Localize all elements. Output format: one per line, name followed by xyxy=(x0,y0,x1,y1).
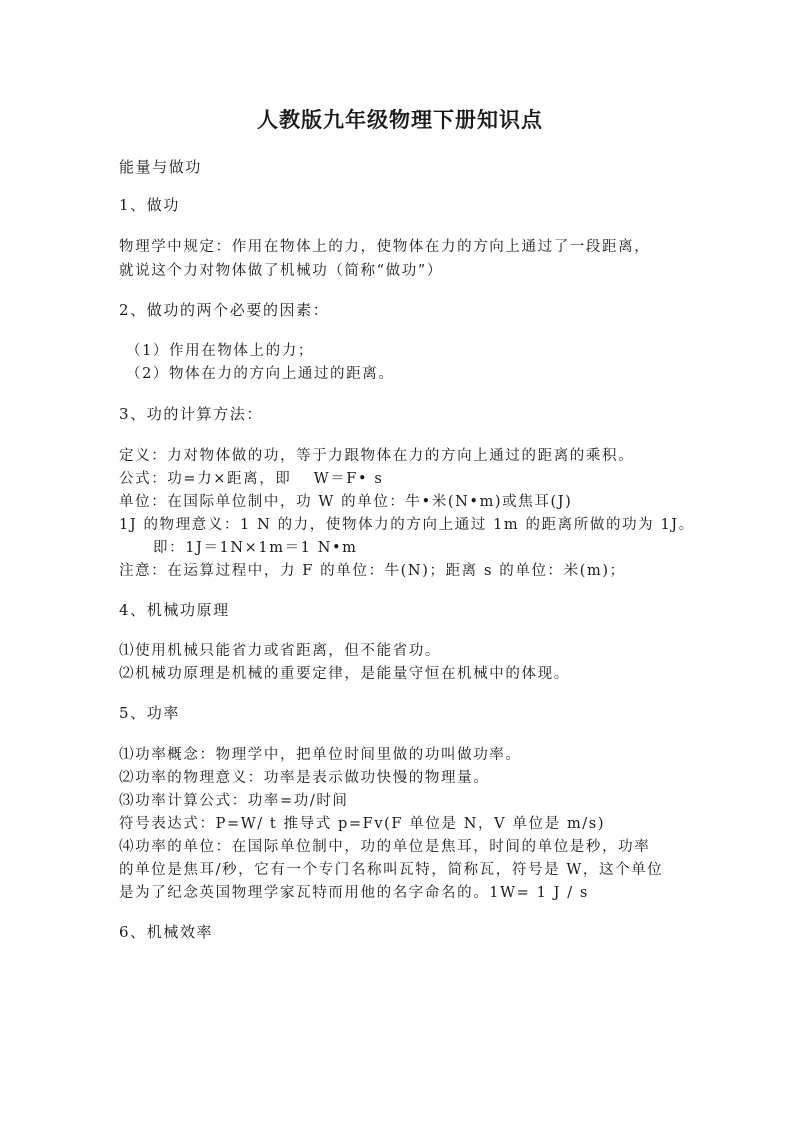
paragraph-line: 定义：力对物体做的功，等于力跟物体在力的方向上通过的距离的乘积。 xyxy=(119,448,635,464)
section-heading: 1、做功 xyxy=(119,196,180,214)
page-title: 人教版九年级物理下册知识点 xyxy=(257,108,543,132)
section-heading: 6、机械效率 xyxy=(119,923,214,941)
paragraph-line: 就说这个力对物体做了机械功（简称“做功”） xyxy=(119,263,443,279)
formula-line: 公式：功=力×距离，即 W＝F• s xyxy=(119,471,384,487)
list-item: （2）物体在力的方向上通过的距离。 xyxy=(126,366,395,382)
section-heading: 2、做功的两个必要的因素： xyxy=(119,301,330,319)
paragraph-line: 是为了纪念英国物理学家瓦特而用他的名字命名的。1W= 1 J / s xyxy=(119,885,589,901)
list-item: （1）作用在物体上的力； xyxy=(126,343,314,359)
paragraph-line: 单位：在国际单位制中，功 W 的单位：牛•米(N•m)或焦耳(J) xyxy=(119,494,573,510)
section-heading: 3、功的计算方法： xyxy=(119,405,263,423)
formula-line: 符号表达式：P=W/ t 推导式 p=Fv(F 单位是 N，V 单位是 m/s) xyxy=(119,816,606,832)
list-item: ⑴功率概念：物理学中，把单位时间里做的功叫做功率。 xyxy=(119,747,522,763)
section-heading: 5、功率 xyxy=(119,704,180,722)
paragraph-line: 的单位是焦耳/秒，它有一个专门名称叫瓦特，简称瓦，符号是 W，这个单位 xyxy=(119,862,664,878)
list-item: ⑶功率计算公式：功率=功/时间 xyxy=(119,793,349,809)
list-item: ⑵机械功原理是机械的重要定律，是能量守恒在机械中的体现。 xyxy=(119,666,570,682)
list-item: ⑵功率的物理意义：功率是表示做功快慢的物理量。 xyxy=(119,770,490,786)
paragraph-line: 1J 的物理意义：1 N 的力，使物体力的方向上通过 1m 的距离所做的功为 1J。 xyxy=(119,517,695,533)
chapter-heading: 能量与做功 xyxy=(119,158,203,176)
list-item: ⑷功率的单位：在国际单位制中，功的单位是焦耳，时间的单位是秒，功率 xyxy=(119,839,651,855)
section-heading: 4、机械功原理 xyxy=(119,601,230,619)
paragraph-line: 物理学中规定：作用在物体上的力，使物体在力的方向上通过了一段距离， xyxy=(119,239,651,255)
list-item: ⑴使用机械只能省力或省距离，但不能省功。 xyxy=(119,643,441,659)
formula-line: 即：1J＝1N×1m＝1 N•m xyxy=(153,540,358,556)
paragraph-line: 注意：在运算过程中，力 F 的单位：牛(N)；距离 s 的单位：米(m)； xyxy=(119,563,626,579)
